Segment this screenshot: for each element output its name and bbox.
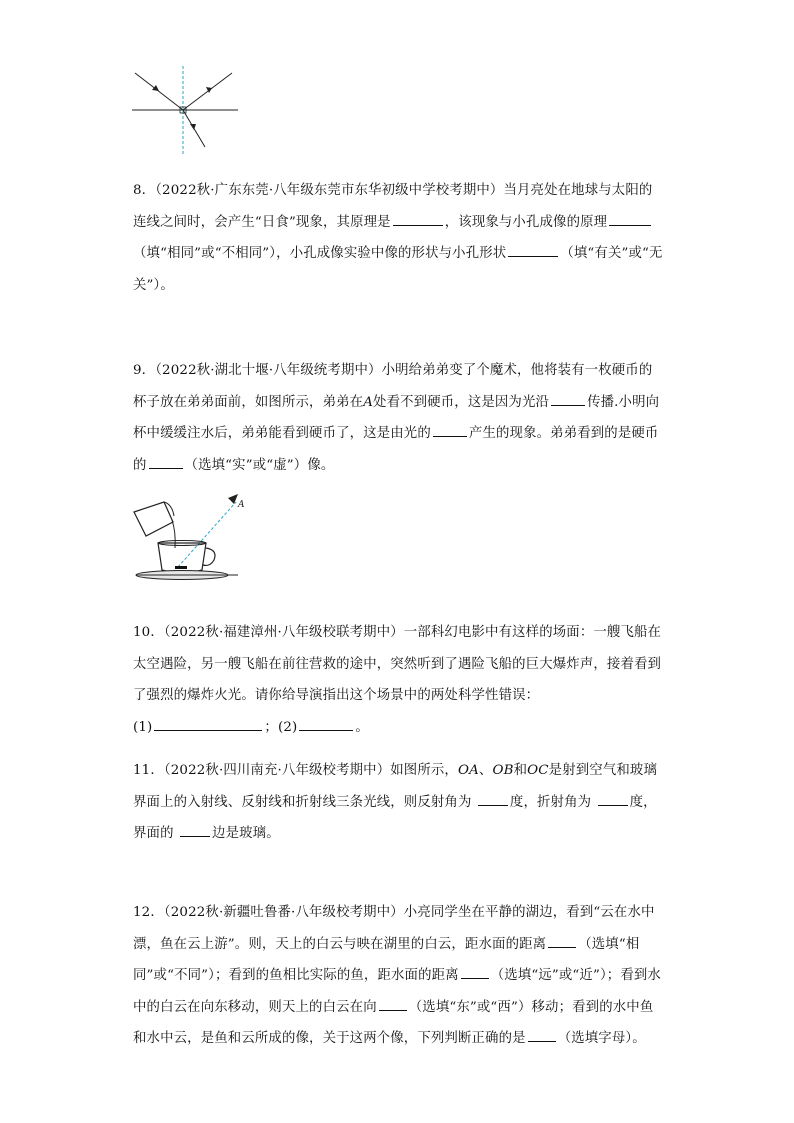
- answer-blank[interactable]: [508, 242, 558, 257]
- question-9: 9．（2022秋·湖北十堰·八年级统考期中）小明给弟弟变了个魔术，他将装有一枚硬币的杯子放在弟弟面前，如图所示，弟弟在A处看不到硬币，这是因为光沿 传播.小明向杯中缓缓注水后，弟弟能看到硬币了，这是由光的 产生的现象。弟弟看到的是硬币的 （选填“实”或“虚”）像。: [133, 363, 660, 473]
- eye-icon: [228, 494, 238, 504]
- refracted-arrow: [190, 124, 196, 130]
- question-source: （2022秋·福建漳州·八年级校联考期中）: [163, 625, 404, 640]
- question-number: 10．: [133, 625, 164, 640]
- question-11: 11．（2022秋·四川南充·八年级校考期中）如图所示，OA、OB和OC是射到空气和玻璃界面上的入射线、反射线和折射线三条光线，则反射角为 度，折射角为 度，界面的 边是玻璃。: [133, 763, 657, 841]
- question-number: 12．: [133, 905, 164, 920]
- question-12: 12．（2022秋·新疆吐鲁番·八年级校考期中）小亮同学坐在平静的湖边，看到“云在水中漂，鱼在云上游”。则，天上的白云与映在湖里的白云，距水面的距离 （选填“相同”或“不同”）；看到的鱼相比实际的鱼，距水面的距离 （选填“远”或“近”）；看到水中的白云在向东移动，则天上的白云在向 （选填“东”或“西”）移动；看到的水中鱼和水中云，是鱼和云所成的像，关于这两个像，下列判断正确的是 （选填字母）。: [133, 905, 661, 1046]
- answer-blank[interactable]: [154, 716, 262, 731]
- answer-blank[interactable]: [149, 454, 183, 469]
- answer-blank[interactable]: [478, 791, 508, 806]
- reflected-ray: [183, 73, 232, 110]
- incident-ray: [135, 73, 183, 110]
- answer-blank[interactable]: [609, 211, 651, 226]
- figure-label-a: A: [238, 500, 245, 510]
- answer-blank[interactable]: [433, 422, 467, 437]
- answer-blank[interactable]: [299, 716, 353, 731]
- question-source: （2022秋·广东东莞·八年级东莞市东华初级中学校考期中）: [155, 183, 504, 198]
- question-number: 11．: [133, 763, 164, 778]
- incident-arrow: [152, 85, 159, 91]
- question-source: （2022秋·四川南充·八年级校考期中）: [163, 763, 391, 778]
- answer-blank[interactable]: [548, 933, 576, 948]
- answer-blank[interactable]: [393, 211, 443, 226]
- answer-blank[interactable]: [379, 996, 407, 1011]
- question-8: 8．（2022秋·广东东莞·八年级东莞市东华初级中学校考期中）当月亮处在地球与太阳的连线之间时，会产生“日食”现象，其原理是 ，该现象与小孔成像的原理（填“相同”或“不相同”），小孔成像实验中像的形状与小孔形状 （填“有关”或“无关”）。: [133, 183, 663, 293]
- sight-line: [178, 502, 236, 567]
- question-source: （2022秋·新疆吐鲁番·八年级校考期中）: [163, 905, 404, 920]
- answer-blank[interactable]: [528, 1027, 556, 1042]
- water-stream: [172, 520, 175, 548]
- light-ray-diagram: [128, 64, 243, 156]
- question-source: （2022秋·湖北十堰·八年级统考期中）: [155, 363, 382, 378]
- answer-blank[interactable]: [180, 822, 210, 837]
- answer-blank[interactable]: [461, 964, 489, 979]
- answer-blank[interactable]: [551, 391, 585, 406]
- question-number: 9．: [133, 363, 156, 378]
- question-10: 10．（2022秋·福建漳州·八年级校联考期中）一部科幻电影中有这样的场面：一艘飞船在太空遇险，另一艘飞船在前往营救的途中，突然听到了遇险飞船的巨大爆炸声，接着看到了强烈的爆炸火光。请你给导演指出这个场景中的两处科学性错误： (1) ；(2) 。: [133, 625, 662, 735]
- pitcher-icon: [134, 502, 173, 536]
- coin-icon: [175, 566, 187, 569]
- answer-blank[interactable]: [598, 791, 628, 806]
- cup-coin-figure: [128, 490, 243, 584]
- question-number: 8．: [133, 183, 156, 198]
